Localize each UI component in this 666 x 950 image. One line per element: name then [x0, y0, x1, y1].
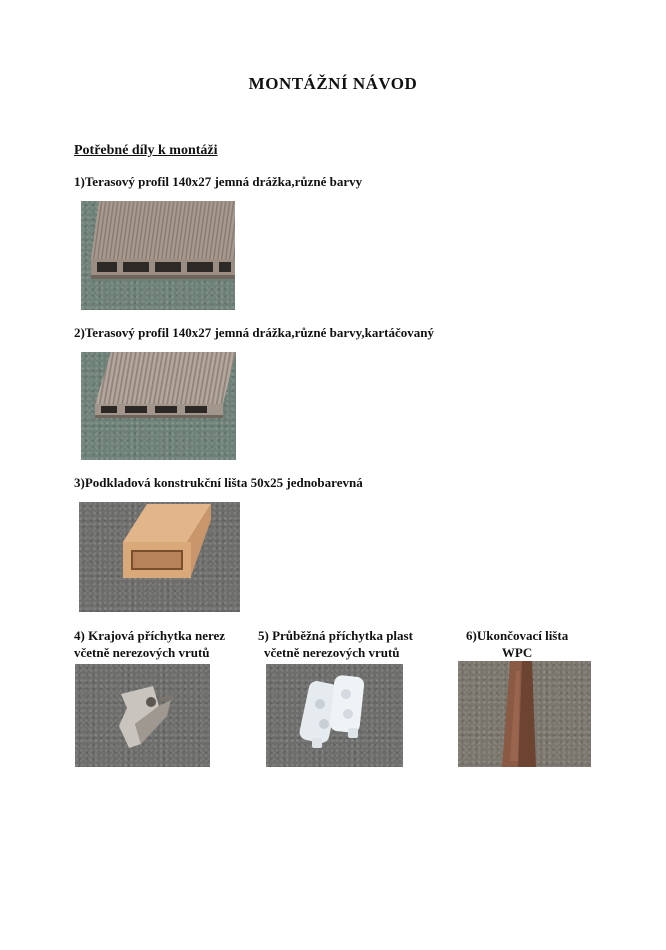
- item-2-label: 2)Terasový profil 140x27 jemná drážka,různé barvy,kartáčovaný: [74, 325, 435, 340]
- item-4-label-line1: 4) Krajová příchytka nerez: [74, 628, 226, 643]
- edge-clip-image: [75, 664, 210, 767]
- document-title: MONTÁŽNÍ NÁVOD: [248, 74, 418, 93]
- item-6-label-line2: WPC: [501, 645, 533, 660]
- joist-profile-image: [79, 502, 240, 612]
- item-5-label-line1: 5) Průběžná příchytka plast: [258, 628, 413, 643]
- decking-board-image: [81, 201, 235, 310]
- end-strip-image: [458, 661, 591, 767]
- item-6-label: [466, 627, 568, 661]
- item-3-label: 3)Podkladová konstrukční lišta 50x25 jednobarevná: [74, 475, 363, 490]
- item-1-photo: [81, 201, 235, 310]
- item-5-label: [258, 627, 413, 661]
- item-6-label-line1: 6)Ukončovací lišta: [466, 628, 569, 643]
- plastic-clip-image: [266, 664, 403, 767]
- item-5-label-line2: včetně nerezových vrutů: [264, 645, 400, 660]
- item-3-photo: [79, 502, 240, 612]
- item-6-photo: [458, 661, 591, 767]
- item-1-label: 1)Terasový profil 140x27 jemná drážka,různé barvy: [74, 174, 363, 189]
- item-5-photo: [266, 664, 403, 767]
- item-4-photo: [75, 664, 210, 767]
- item-4-label: [74, 627, 225, 661]
- item-4-label-line2: včetně nerezových vrutů: [74, 645, 210, 660]
- brushed-decking-board-image: [81, 352, 236, 460]
- item-2-photo: [81, 352, 236, 460]
- section-heading: Potřebné díly k montáži: [74, 143, 218, 158]
